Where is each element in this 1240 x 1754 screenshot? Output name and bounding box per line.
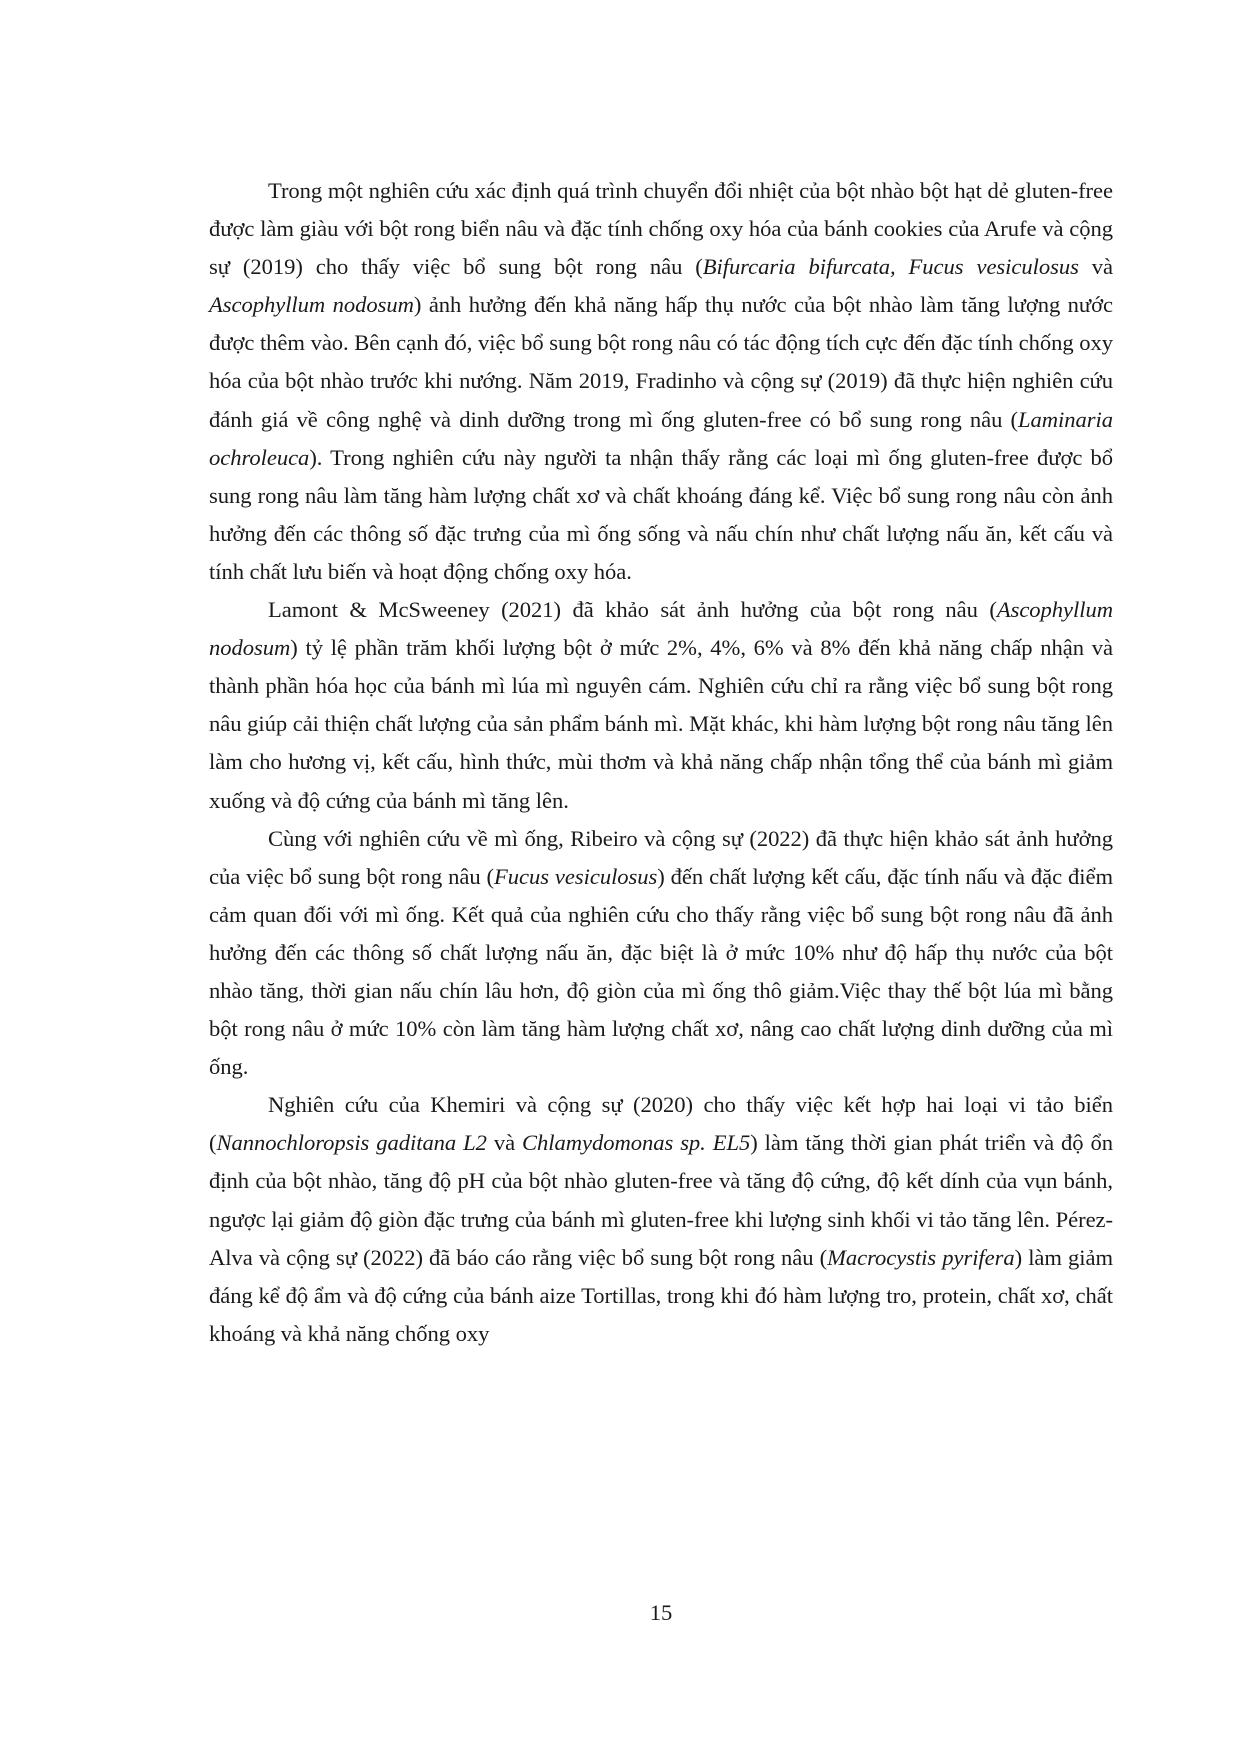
species-name: Nannochloropsis gaditana L2 bbox=[216, 1130, 487, 1156]
text-segment: Cùng với nghiên cứu về mì ống, Ribeiro và cộng sự (2022) đã thực hiện khảo sát ảnh hưởng của việc bổ sung bột rong nâu ( bbox=[209, 825, 1113, 889]
text-segment: Lamont & McSweeney (2021) đã khảo sát ảnh hưởng của bột rong nâu ( bbox=[268, 597, 997, 623]
species-name: Chlamydomonas sp. EL5 bbox=[522, 1130, 751, 1156]
text-segment: ). Trong nghiên cứu này người ta nhận thấy rằng các loại mì ống gluten-free được bổ sung rong nâu làm tăng hàm lượng chất xơ và chất khoáng đáng kể. Việc bổ sung rong nâu còn ảnh hưởng đến các thông số đặc trưng của mì ống sống và nấu chín như chất lượng nấu ăn, kết cấu và tính chất lưu biến và hoạt động chống oxy hóa. bbox=[209, 444, 1113, 584]
text-segment: Nghiên cứu của Khemiri và cộng sự (2020) cho thấy việc kết hợp hai loại vi tảo biển ( bbox=[209, 1092, 1113, 1156]
body-text bbox=[209, 172, 1113, 1353]
paragraph-4 bbox=[209, 1086, 1113, 1353]
paragraph-2 bbox=[209, 591, 1113, 820]
species-name: Laminaria ochroleuca bbox=[209, 406, 1113, 470]
species-name: Fucus vesiculosus bbox=[494, 863, 658, 889]
page-number: 15 bbox=[649, 1600, 673, 1625]
text-segment: ) làm giảm đáng kể độ ẩm và độ cứng của bánh aize Tortillas, trong khi đó hàm lượng tro, protein, chất xơ, chất khoáng và khả năng chống oxy bbox=[209, 1244, 1113, 1346]
paragraph-1 bbox=[209, 172, 1113, 591]
species-name: Ascophyllum nodosum bbox=[209, 292, 414, 318]
species-name: Ascophyllum nodosum bbox=[209, 597, 1113, 661]
text-segment: ) tỷ lệ phần trăm khối lượng bột ở mức 2%, 4%, 6% và 8% đến khả năng chấp nhận và thành phần hóa học của bánh mì lúa mì nguyên cám. Nghiên cứu chỉ ra rằng việc bổ sung bột rong nâu giúp cải thiện chất lượng của sản phẩm bánh mì. Mặt khác, khi hàm lượng bột rong nâu tăng lên làm cho hương vị, kết cấu, hình thức, mùi thơm và khả năng chấp nhận tổng thể của bánh mì giảm xuống và độ cứng của bánh mì tăng lên. bbox=[209, 635, 1113, 813]
species-name: Bifurcaria bifurcata, Fucus vesiculosus bbox=[702, 254, 1079, 280]
species-name: Macrocystis pyrifera bbox=[827, 1244, 1015, 1270]
text-segment: ) đến chất lượng kết cấu, đặc tính nấu và đặc điểm cảm quan đối với mì ống. Kết quả của nghiên cứu cho thấy rằng việc bổ sung bột rong nâu đã ảnh hưởng đến các thông số chất lượng nấu ăn, đặc biệt là ở mức 10% như độ hấp thụ nước của bột nhào tăng, thời gian nấu chín lâu hơn, độ giòn của mì ống thô giảm.Việc thay thế bột lúa mì bằng bột rong nâu ở mức 10% còn làm tăng hàm lượng chất xơ, nâng cao chất lượng dinh dưỡng của mì ống. bbox=[209, 863, 1114, 1080]
paragraph-3 bbox=[209, 820, 1113, 1087]
text-segment: ) ảnh hưởng đến khả năng hấp thụ nước của bột nhào làm tăng lượng nước được thêm vào. Bên cạnh đó, việc bổ sung bột rong nâu có tác động tích cực đến đặc tính chống oxy hóa của bột nhào trước khi nướng. Năm 2019, Fradinho và cộng sự (2019) đã thực hiện nghiên cứu đánh giá về công nghệ và dinh dưỡng trong mì ống gluten-free có bổ sung rong nâu ( bbox=[209, 292, 1113, 432]
text-segment: Trong một nghiên cứu xác định quá trình chuyển đổi nhiệt của bột nhào bột hạt dẻ gluten-free được làm giàu với bột rong biển nâu và đặc tính chống oxy hóa của bánh cookies của Arufe và cộng sự (2019) cho thấy việc bổ sung bột rong nâu ( bbox=[209, 178, 1113, 280]
text-segment: và bbox=[486, 1130, 523, 1156]
text-segment: và bbox=[1078, 254, 1113, 280]
text-segment: ) làm tăng thời gian phát triển và độ ổn định của bột nhào, tăng độ pH của bột nhào gluten-free và tăng độ cứng, độ kết dính của vụn bánh, ngược lại giảm độ giòn đặc trưng của bánh mì gluten-free khi lượng sinh khối vi tảo tăng lên. Pérez-Alva và cộng sự (2022) đã báo cáo rằng việc bổ sung bột rong nâu ( bbox=[209, 1130, 1113, 1270]
